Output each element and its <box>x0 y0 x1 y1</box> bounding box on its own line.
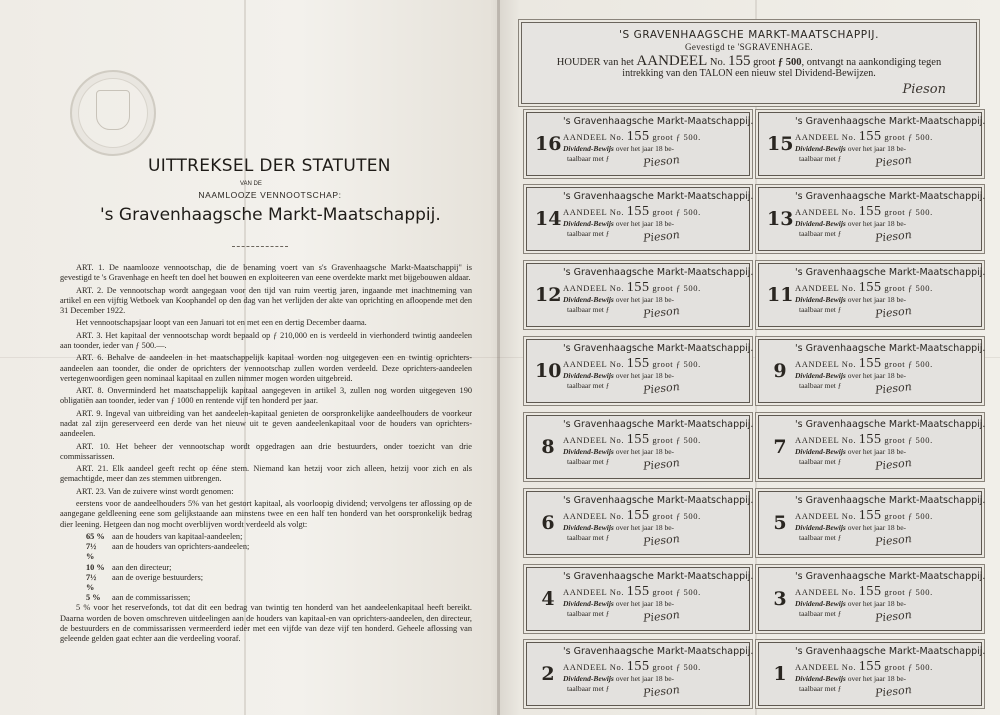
signature: Pieson <box>642 228 681 245</box>
article: eerstens voor de aandeelhouders 5% van het gestort kapitaal, als voorloopig dividend; vervolgens ter aflossing op de aangegane geldleening eene som gelijkstaande aan minstens twee en een half ten honderd van het oorspronkelijk bedrag dier leening. Hetgeen dan nog mocht overblijven wordt verdeeld als volgt: <box>60 499 472 529</box>
coupon-title: 's Gravenhaagsche Markt-Maatschappij. <box>563 191 754 202</box>
coupon-line: AANDEEL No. 155 groot ƒ 500. <box>563 280 701 295</box>
coupon-title: 's Gravenhaagsche Markt-Maatschappij. <box>795 495 986 506</box>
coupon-number: 12 <box>535 284 562 306</box>
dividend-coupon <box>758 642 986 706</box>
coupon-title: 's Gravenhaagsche Markt-Maatschappij. <box>563 571 754 582</box>
article: ART. 2. De vennootschap wordt aangegaan voor den tijd van ruim veertig jaren, ingaande met inachtneming van artikel en een vijftig Wetboek van Koophandel op den dag van het verlijden der akte van oprichting en afloopende met den 31 December 1922. <box>60 285 472 315</box>
coupon-line: AANDEEL No. 155 groot ƒ 500. <box>563 129 701 144</box>
separator <box>232 246 288 247</box>
coupon-title: 's Gravenhaagsche Markt-Maatschappij. <box>795 116 986 127</box>
coupon-number: 8 <box>541 436 555 458</box>
talon-block <box>521 22 977 104</box>
coupon-line: taalbaar met ƒ <box>799 457 842 466</box>
dividend-coupon <box>526 415 754 479</box>
coupon-line: taalbaar met ƒ <box>567 609 610 618</box>
coupon-line: AANDEEL No. 155 groot ƒ 500. <box>563 204 701 219</box>
coupon-line: Dividend-Bewijs over het jaar 18 be- <box>795 447 907 456</box>
coupon-title: 's Gravenhaagsche Markt-Maatschappij. <box>795 267 986 278</box>
signature: Pieson <box>642 608 681 625</box>
signature: Pieson <box>642 456 681 473</box>
coupon-line: Dividend-Bewijs over het jaar 18 be- <box>795 144 907 153</box>
coupon-line: taalbaar met ƒ <box>799 305 842 314</box>
dividend-coupon <box>758 339 986 403</box>
coupon-line: AANDEEL No. 155 groot ƒ 500. <box>795 508 933 523</box>
dividend-coupon <box>526 339 754 403</box>
coupon-line: taalbaar met ƒ <box>799 154 842 163</box>
article: Het vennootschapsjaar loopt van een Januari tot en met een en dertig December daarna. <box>76 318 367 328</box>
list-item: 7½ % aan de houders van oprichters-aandeelen; <box>86 542 250 562</box>
coupon-number: 11 <box>767 284 794 306</box>
article: ART. 21. Elk aandeel geeft recht op ééne stem. Niemand kan hetzij voor zich alleen, hetzij voor zich en als gemachtigde, meer dan zes stemmen uitbrengen. <box>60 464 472 484</box>
coupon-line: AANDEEL No. 155 groot ƒ 500. <box>795 129 933 144</box>
coupon-number: 14 <box>535 208 562 230</box>
coupon-line: Dividend-Bewijs over het jaar 18 be- <box>563 219 675 228</box>
coupon-line: Dividend-Bewijs over het jaar 18 be- <box>563 371 675 380</box>
coupon-number: 16 <box>535 133 562 155</box>
coupon-line: taalbaar met ƒ <box>799 533 842 542</box>
page-title: UITTREKSEL DER STATUTEN <box>148 156 391 176</box>
signature: Pieson <box>874 683 913 700</box>
list-item: 10 % aan den directeur; <box>86 562 172 572</box>
article: ART. 3. Het kapitaal der vennootschap wordt bepaald op ƒ 210,000 en is verdeeld in vierhonderd twintig aandeelen aan toonder, ieder van ƒ 500.—. <box>60 330 472 350</box>
coupon-number: 10 <box>535 360 562 382</box>
dividend-coupon <box>758 491 986 555</box>
signature: Pieson <box>874 228 913 245</box>
van-de-label: VAN DE <box>240 181 262 187</box>
coupon-line: taalbaar met ƒ <box>567 533 610 542</box>
coupon-line: Dividend-Bewijs over het jaar 18 be- <box>563 523 675 532</box>
signature: Pieson <box>642 380 681 397</box>
article: ART. 23. Van de zuivere winst wordt genomen: <box>76 486 234 496</box>
coupon-number: 1 <box>773 663 787 685</box>
signature: Pieson <box>874 304 913 321</box>
company-type: NAAMLOOZE VENNOOTSCHAP: <box>198 190 342 200</box>
coupon-line: AANDEEL No. 155 groot ƒ 500. <box>795 432 933 447</box>
dividend-coupon <box>758 112 986 176</box>
coupon-line: taalbaar met ƒ <box>567 381 610 390</box>
signature: Pieson <box>642 683 681 700</box>
coupon-title: 's Gravenhaagsche Markt-Maatschappij. <box>563 116 754 127</box>
coupon-number: 13 <box>767 208 794 230</box>
coupon-line: taalbaar met ƒ <box>799 381 842 390</box>
coupon-title: 's Gravenhaagsche Markt-Maatschappij. <box>795 343 986 354</box>
dividend-coupon <box>526 263 754 327</box>
talon-line: intrekking van den TALON een nieuw stel Dividend-Bewijzen. <box>622 68 876 79</box>
coupon-line: AANDEEL No. 155 groot ƒ 500. <box>563 432 701 447</box>
coupon-line: taalbaar met ƒ <box>567 457 610 466</box>
coupon-line: Dividend-Bewijs over het jaar 18 be- <box>795 674 907 683</box>
coupon-title: 's Gravenhaagsche Markt-Maatschappij. <box>795 191 986 202</box>
coupon-line: AANDEEL No. 155 groot ƒ 500. <box>795 584 933 599</box>
coupon-number: 4 <box>541 588 555 610</box>
coupon-number: 3 <box>773 588 787 610</box>
dividend-coupon <box>526 642 754 706</box>
coupon-line: taalbaar met ƒ <box>567 229 610 238</box>
coupon-title: 's Gravenhaagsche Markt-Maatschappij. <box>563 343 754 354</box>
coupon-line: AANDEEL No. 155 groot ƒ 500. <box>795 204 933 219</box>
coupon-number: 2 <box>541 663 555 685</box>
dividend-coupon <box>758 415 986 479</box>
coupon-line: AANDEEL No. 155 groot ƒ 500. <box>563 356 701 371</box>
coupon-line: taalbaar met ƒ <box>567 684 610 693</box>
talon-title: 'S GRAVENHAAGSCHE MARKT-MAATSCHAPPIJ. <box>618 29 880 41</box>
signature: Pieson <box>642 304 681 321</box>
coupon-line: Dividend-Bewijs over het jaar 18 be- <box>795 523 907 532</box>
embossed-seal-icon <box>70 70 156 156</box>
signature: Pieson <box>874 380 913 397</box>
coupon-number: 5 <box>773 512 787 534</box>
coupon-line: AANDEEL No. 155 groot ƒ 500. <box>563 508 701 523</box>
signature: Pieson <box>874 532 913 549</box>
signature: Pieson <box>874 456 913 473</box>
coupon-line: taalbaar met ƒ <box>567 305 610 314</box>
coupon-line: Dividend-Bewijs over het jaar 18 be- <box>795 599 907 608</box>
dividend-coupon <box>758 567 986 631</box>
dividend-coupon <box>526 187 754 251</box>
coupon-title: 's Gravenhaagsche Markt-Maatschappij. <box>795 646 986 657</box>
coupon-line: Dividend-Bewijs over het jaar 18 be- <box>563 144 675 153</box>
article: ART. 6. Behalve de aandeelen in het maatschappelijk kapitaal worden nog uitgegeven een en twintig oprichters-aandeelen aan toonder, die onder de oprichters der vennootschap zullen worden verdeeld. Deze oprichters-aandeelen vertegenwoordigen geen nominaal kapitaal en zullen nimmer mogen worden uitgebreid. <box>60 353 472 383</box>
coupon-line: taalbaar met ƒ <box>799 684 842 693</box>
coupon-number: 9 <box>773 360 787 382</box>
article: ART. 1. De naamlooze vennootschap, die de benaming voert van s's Gravenhaagsche Markt-Maatschappij" is gevestigd te 's Gravenhage en heeft ten doel het bouwen en exploiteeren van eene overdekte markt met bijgebouwen aldaar. <box>60 263 472 283</box>
dividend-coupon <box>758 187 986 251</box>
signature: Pieson <box>642 153 681 170</box>
coupon-number: 15 <box>767 133 794 155</box>
coupon-title: 's Gravenhaagsche Markt-Maatschappij. <box>563 419 754 430</box>
list-item: 5 % aan de commissarissen; <box>86 593 191 603</box>
coupon-line: taalbaar met ƒ <box>567 154 610 163</box>
coupon-title: 's Gravenhaagsche Markt-Maatschappij. <box>795 571 986 582</box>
distribution-list <box>86 532 472 603</box>
coupon-line: taalbaar met ƒ <box>799 609 842 618</box>
signature: Pieson <box>642 532 681 549</box>
talon-line: HOUDER van het AANDEEL No. 155 groot ƒ 500, ontvangt na aankondiging tegen <box>556 53 942 69</box>
coupon-title: 's Gravenhaagsche Markt-Maatschappij. <box>563 646 754 657</box>
company-name: 's Gravenhaagsche Markt-Maatschappij. <box>100 205 441 225</box>
coupon-line: Dividend-Bewijs over het jaar 18 be- <box>795 371 907 380</box>
coupon-number: 6 <box>541 512 555 534</box>
coupon-title: 's Gravenhaagsche Markt-Maatschappij. <box>563 495 754 506</box>
list-item: 65 % aan de houders van kapitaal-aandeelen; <box>86 531 243 541</box>
coupon-line: Dividend-Bewijs over het jaar 18 be- <box>563 295 675 304</box>
dividend-coupon <box>526 491 754 555</box>
signature: Pieson <box>902 82 946 97</box>
list-item: 7½ % aan de overige bestuurders; <box>86 572 203 592</box>
signature: Pieson <box>874 608 913 625</box>
statutes-text <box>60 263 472 646</box>
coupon-line: AANDEEL No. 155 groot ƒ 500. <box>563 584 701 599</box>
signature: Pieson <box>874 153 913 170</box>
article: ART. 8. Onverminderd het maatschappelijk kapitaal aangegeven in artikel 3, zullen nog worden uitgegeven 190 obligatiën aan toonder, ieder van ƒ 1000 en rentende vijf ten honderd per jaar. <box>60 386 472 406</box>
coupon-line: AANDEEL No. 155 groot ƒ 500. <box>795 659 933 674</box>
article: 5 % voor het reservefonds, tot dat dit een bedrag van twintig ten honderd van het aandeelenkapitaal heeft bereikt. Daarna worden de boven omschreven uitdeelingen aan de houders van kapitaal-en van oprichters-aandeelen, den directeur, de bestuurders en de commissarissen vermeerderd ieder met een vijfde van deze vijf ten honderd. Geheele aflossing van geleende gelden gaat echter aan die verdeeling vooraf. <box>60 603 472 643</box>
coupon-line: Dividend-Bewijs over het jaar 18 be- <box>563 674 675 683</box>
coupon-number: 7 <box>773 436 787 458</box>
coupon-title: 's Gravenhaagsche Markt-Maatschappij. <box>795 419 986 430</box>
coupon-line: taalbaar met ƒ <box>799 229 842 238</box>
article: ART. 9. Ingeval van uitbreiding van het aandeelen-kapitaal genieten de oorspronkelijke aandeelhouders de voorkeur nadat zal zijn gereserveerd een derde van het nieuw uit te geven aandeelenkapitaal voor de houders van oprichters-aandeelen. <box>60 408 472 439</box>
coupon-line: Dividend-Bewijs over het jaar 18 be- <box>563 447 675 456</box>
coupon-line: Dividend-Bewijs over het jaar 18 be- <box>563 599 675 608</box>
coupon-line: Dividend-Bewijs over het jaar 18 be- <box>795 295 907 304</box>
article: ART. 10. Het beheer der vennootschap wordt opgedragen aan drie bestuurders, onder toezicht van drie commissarissen. <box>60 441 472 461</box>
coupon-line: AANDEEL No. 155 groot ƒ 500. <box>563 659 701 674</box>
coupon-title: 's Gravenhaagsche Markt-Maatschappij. <box>563 267 754 278</box>
coupon-line: AANDEEL No. 155 groot ƒ 500. <box>795 280 933 295</box>
coupon-line: AANDEEL No. 155 groot ƒ 500. <box>795 356 933 371</box>
dividend-coupon <box>526 567 754 631</box>
dividend-coupon <box>526 112 754 176</box>
talon-subtitle: Gevestigd te 'SGRAVENHAGE. <box>684 42 814 52</box>
coupon-line: Dividend-Bewijs over het jaar 18 be- <box>795 219 907 228</box>
dividend-coupon <box>758 263 986 327</box>
